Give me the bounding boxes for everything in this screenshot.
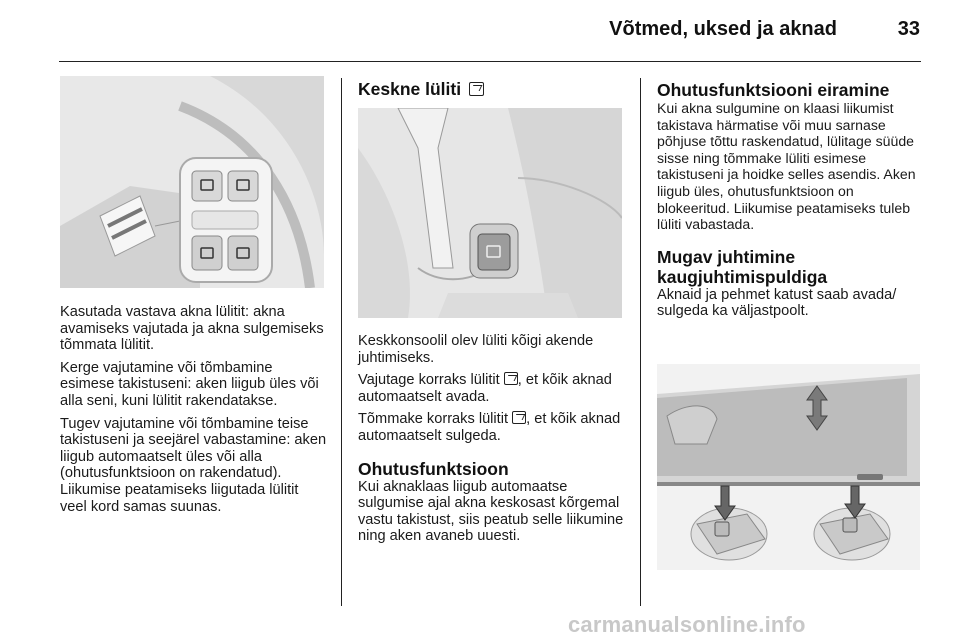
window-switch-icon bbox=[469, 82, 484, 96]
paragraph: Kerge vajutamine või tõmbamine esimese takistuseni: aken liigub üles või alla seni, kuni lülitit rakendatakse. bbox=[60, 359, 319, 409]
paragraph: Tugev vajutamine või tõmbamine teise takistuseni ja seejärel vabastamine: aken liigub automaatselt üles või alla (ohutusfunktsioon on rakendatud). Liikumise peatamiseks liigutada lülitit veel kord samas suunas. bbox=[60, 415, 327, 515]
paragraph bbox=[358, 372, 628, 405]
header-rule bbox=[59, 61, 921, 62]
col3-text bbox=[657, 80, 929, 320]
paragraph: Kasutada vastava akna lülitit: akna avamiseks vajutada ja akna sulgemiseks tõmmata lülitit. bbox=[60, 304, 324, 354]
section-title: Võtmed, uksed ja aknad bbox=[609, 18, 837, 40]
door-window-switches-illustration bbox=[60, 76, 324, 288]
central-switch-heading bbox=[358, 79, 484, 99]
text-segment: , et kõik aknad automaatselt sulgeda. bbox=[358, 411, 621, 444]
paragraph bbox=[358, 411, 628, 444]
text-segment: Vajutage korraks lülitit bbox=[358, 372, 500, 389]
center-console-switch-illustration bbox=[358, 108, 622, 318]
col1-text bbox=[60, 304, 328, 515]
text-segment: , et kõik aknad automaatselt avada. bbox=[358, 372, 612, 405]
col2-text bbox=[358, 333, 628, 545]
watermark: carmanualsonline.info bbox=[568, 612, 806, 637]
text-segment: Tõmmake korraks lülitit bbox=[358, 411, 509, 428]
comfort-operation-heading: Mugav juhtimine kaugjuhtimispuldiga bbox=[657, 246, 828, 287]
window-switch-icon bbox=[512, 411, 526, 424]
paragraph: Keskkonsoolil olev lüliti kõigi akende juhtimiseks. bbox=[358, 333, 594, 366]
remote-key-window-illustration bbox=[657, 364, 920, 570]
paragraph: Kui aknaklaas liigub automaatse sulgumise ajal akna keskosast kõrgemal vastu takistust, siis peatub selle liikumine ning aken avaneb uuesti. bbox=[358, 478, 624, 545]
paragraph: Kui akna sulgumine on klaasi liikumist takistava härmatise või muu sarnase põhjuse tõttu raskendatud, lülitage süüde sisse ning tõmmake lüliti esimese takistuseni ja hoidke selles asendis. Aken liigub üles, ohutusfunktsioon on blokeeritud. Liikumise peatamiseks tuleb lüliti vabastada. bbox=[657, 100, 916, 233]
page-header bbox=[0, 0, 960, 62]
column-divider bbox=[640, 78, 641, 606]
column-divider bbox=[341, 78, 342, 606]
heading-text: Keskne lüliti bbox=[358, 79, 462, 99]
page-number: 33 bbox=[897, 18, 920, 40]
override-heading: Ohutusfunktsiooni eiramine bbox=[657, 80, 890, 100]
window-switch-icon bbox=[504, 372, 518, 385]
safety-function-heading: Ohutusfunktsioon bbox=[358, 458, 509, 479]
paragraph: Aknaid ja pehmet katust saab avada/ sulgeda ka väljastpoolt. bbox=[657, 286, 897, 320]
